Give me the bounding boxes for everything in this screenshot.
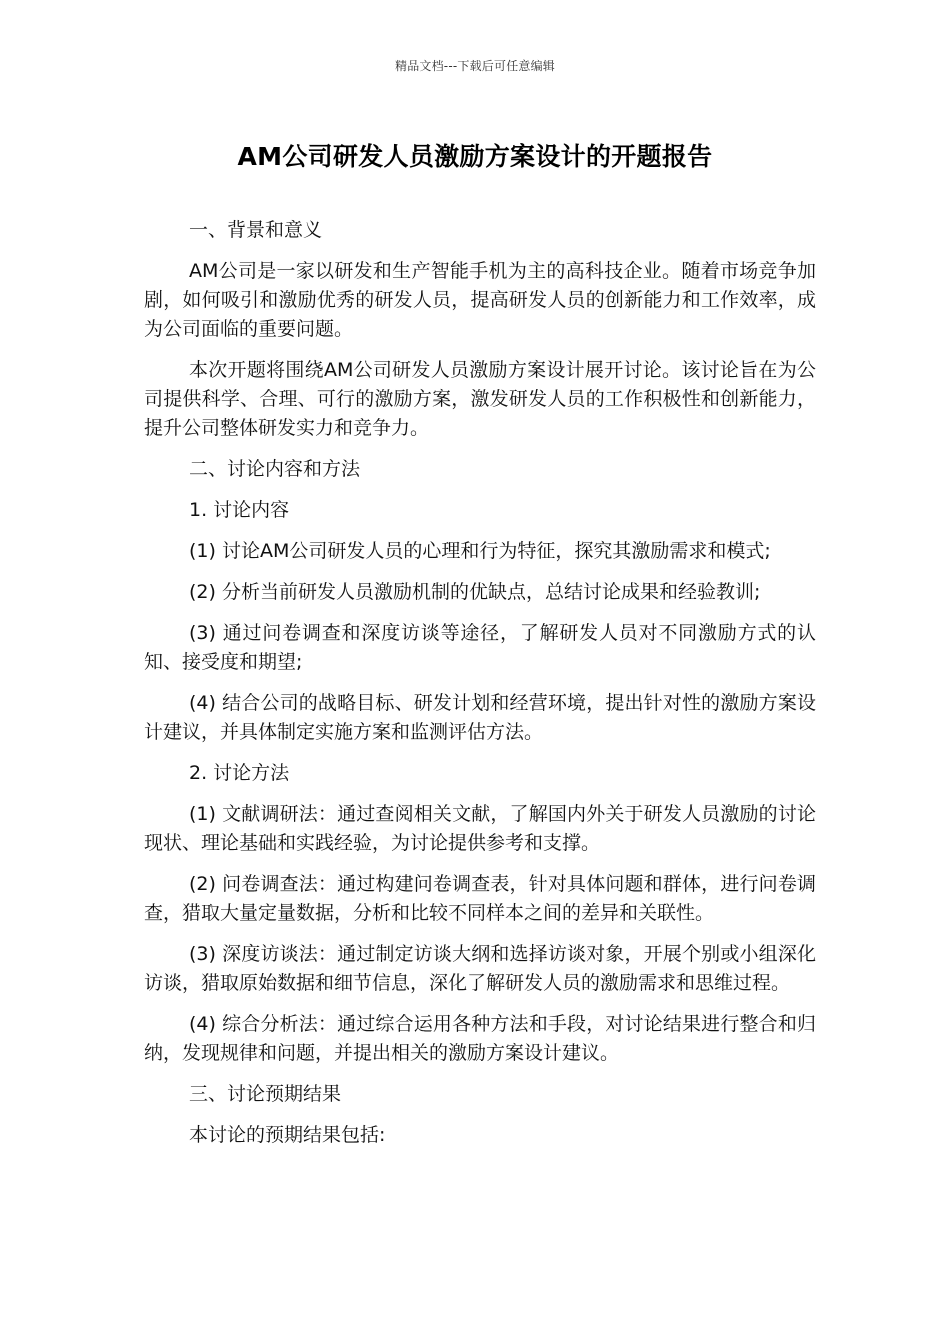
list-item-method-3: (3) 深度访谈法：通过制定访谈大纲和选择访谈对象，开展个别或小组深化访谈，猎取原始数据和细节信息，深化了解研发人员的激励需求和思维过程。	[144, 943, 816, 994]
document-title: AM公司研发人员激励方案设计的开题报告	[237, 142, 713, 171]
list-item-method-4: (4) 综合分析法：通过综合运用各种方法和手段，对讨论结果进行整合和归纳，发现规律和问题，并提出相关的激励方案设计建议。	[144, 1013, 816, 1064]
list-item-content-2: (2) 分析当前研发人员激励机制的优缺点，总结讨论成果和经验教训;	[189, 581, 761, 603]
list-item-method-1: (1) 文献调研法：通过查阅相关文献，了解国内外关于研发人员激励的讨论现状、理论基础和实践经验，为讨论提供参考和支撑。	[144, 803, 816, 854]
subheading-method: 2. 讨论方法	[189, 762, 290, 784]
header-note: 精品文档---下载后可任意编辑	[395, 59, 555, 73]
section-heading-content-method: 二、讨论内容和方法	[189, 458, 361, 480]
paragraph-company-intro: AM公司是一家以研发和生产智能手机为主的高科技企业。随着市场竞争加剧，如何吸引和激励优秀的研发人员，提高研发人员的创新能力和工作效率，成为公司面临的重要问题。	[144, 260, 816, 340]
paragraph-expected-intro: 本讨论的预期结果包括:	[189, 1124, 386, 1146]
paragraph-topic-purpose: 本次开题将围绕AM公司研发人员激励方案设计展开讨论。该讨论旨在为公司提供科学、合理、可行的激励方案，激发研发人员的工作积极性和创新能力，提升公司整体研发实力和竞争力。	[144, 359, 816, 439]
section-heading-background: 一、背景和意义	[189, 219, 323, 241]
subheading-content: 1. 讨论内容	[189, 499, 290, 521]
document-body	[144, 216, 816, 1162]
list-item-content-1: (1) 讨论AM公司研发人员的心理和行为特征，探究其激励需求和模式;	[189, 540, 771, 562]
list-item-method-2: (2) 问卷调查法：通过构建问卷调查表，针对具体问题和群体，进行问卷调查，猎取大量定量数据，分析和比较不同样本之间的差异和关联性。	[144, 873, 816, 924]
section-heading-expected-results: 三、讨论预期结果	[189, 1083, 342, 1105]
list-item-content-3: (3) 通过问卷调查和深度访谈等途径，了解研发人员对不同激励方式的认知、接受度和期望;	[144, 622, 816, 673]
list-item-content-4: (4) 结合公司的战略目标、研发计划和经营环境，提出针对性的激励方案设计建议，并具体制定实施方案和监测评估方法。	[144, 692, 816, 743]
